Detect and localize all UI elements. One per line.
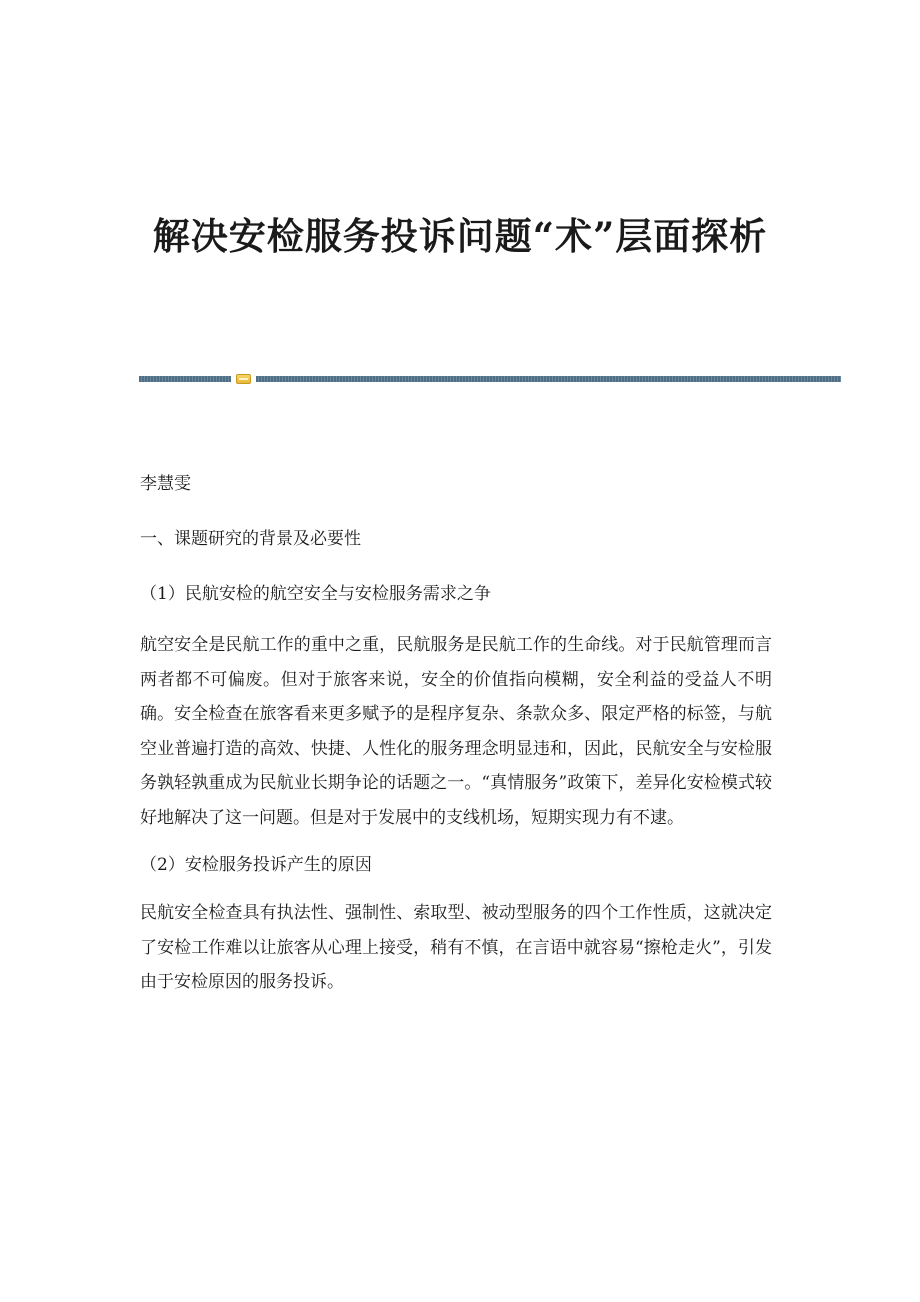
divider-bar-right [256,376,841,382]
author-name: 李慧雯 [140,474,191,494]
document-title: 解决安检服务投诉问题“术”层面探析 [152,214,768,258]
subsection-heading-1: （1）民航安检的航空安全与安检服务需求之争 [140,584,491,604]
divider-bar-left [139,376,231,382]
title-divider [139,374,841,384]
paragraph-2: 民航安全检查具有执法性、强制性、索取型、被动型服务的四个工作性质，这就决定了安检工作难以让旅客从心理上接受，稍有不慎，在言语中就容易“擦枪走火”，引发由于安检原因的服务投诉。 [140,903,772,992]
document-body [140,470,772,1000]
subsection-heading-2: （2）安检服务投诉产生的原因 [140,855,372,875]
emblem-icon [236,374,251,384]
paragraph-1: 航空安全是民航工作的重中之重，民航服务是民航工作的生命线。对于民航管理而言两者都不可偏废。但对于旅客来说，安全的价值指向模糊，安全利益的受益人不明确。安全检查在旅客看来更多赋予的是程序复杂、条款众多、限定严格的标签，与航空业普遍打造的高效、快捷、人性化的服务理念明显违和，因此，民航安全与安检服务孰轻孰重成为民航业长期争论的话题之一。“真情服务”政策下，差异化安检模式较好地解决了这一问题。但是对于发展中的支线机场，短期实现力有不逮。 [140,635,772,828]
section-heading: 一、课题研究的背景及必要性 [140,529,361,549]
